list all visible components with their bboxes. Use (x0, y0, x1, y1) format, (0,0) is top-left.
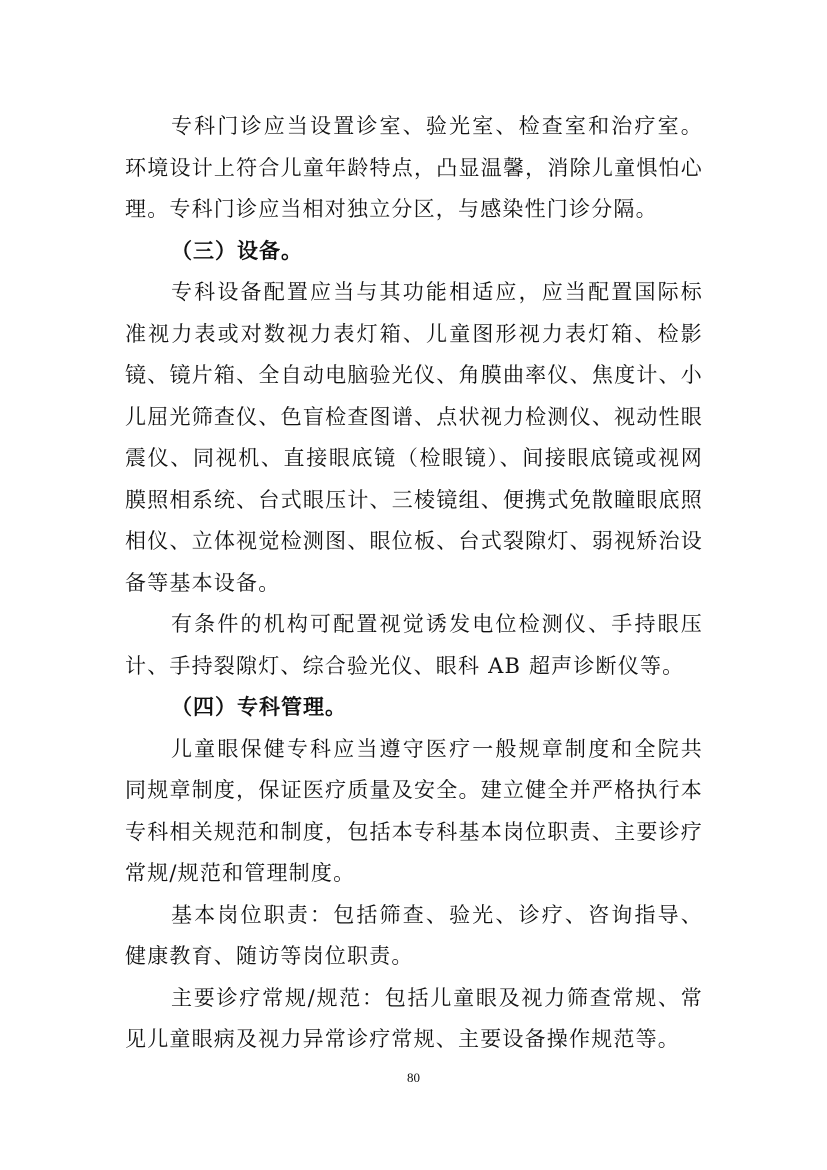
section-heading-equipment: （三）设备。 (171, 238, 303, 263)
paragraph-clinic-setup: 专科门诊应当设置诊室、验光室、检查室和治疗室。环境设计上符合儿童年龄特点，凸显温馨，消除儿童惧怕心理。专科门诊应当相对独立分区，与感染性门诊分隔。 (125, 114, 703, 221)
paragraph-management-rules: 儿童眼保健专科应当遵守医疗一般规章制度和全院共同规章制度，保证医疗质量及安全。建立健全并严格执行本专科相关规范和制度，包括本专科基本岗位职责、主要诊疗常规/规范和管理制度。 (125, 736, 703, 885)
paragraph-optional-equipment: 有条件的机构可配置视觉诱发电位检测仪、手持眼压计、手持裂隙灯、综合验光仪、眼科 AB 超声诊断仪等。 (125, 612, 703, 678)
paragraph-job-duties: 基本岗位职责：包括筛查、验光、诊疗、咨询指导、健康教育、随访等岗位职责。 (125, 902, 703, 968)
section-heading-management: （四）专科管理。 (171, 695, 347, 719)
paragraph-diagnosis-norms: 主要诊疗常规/规范：包括儿童眼及视力筛查常规、常见儿童眼病及视力异常诊疗常规、主要设备操作规范等。 (125, 985, 703, 1051)
page-body (125, 106, 703, 1061)
paragraph-equipment-list: 专科设备配置应当与其功能相适应，应当配置国际标准视力表或对数视力表灯箱、儿童图形视力表灯箱、检影镜、镜片箱、全自动电脑验光仪、角膜曲率仪、焦度计、小儿屈光筛查仪、色盲检查图谱、点状视力检测仪、视动性眼震仪、同视机、直接眼底镜（检眼镜）、间接眼底镜或视网膜照相系统、台式眼压计、三棱镜组、便携式免散瞳眼底照相仪、立体视觉检测图、眼位板、台式裂隙灯、弱视矫治设备等基本设备。 (125, 280, 703, 595)
page-number: 80 (407, 1070, 420, 1085)
